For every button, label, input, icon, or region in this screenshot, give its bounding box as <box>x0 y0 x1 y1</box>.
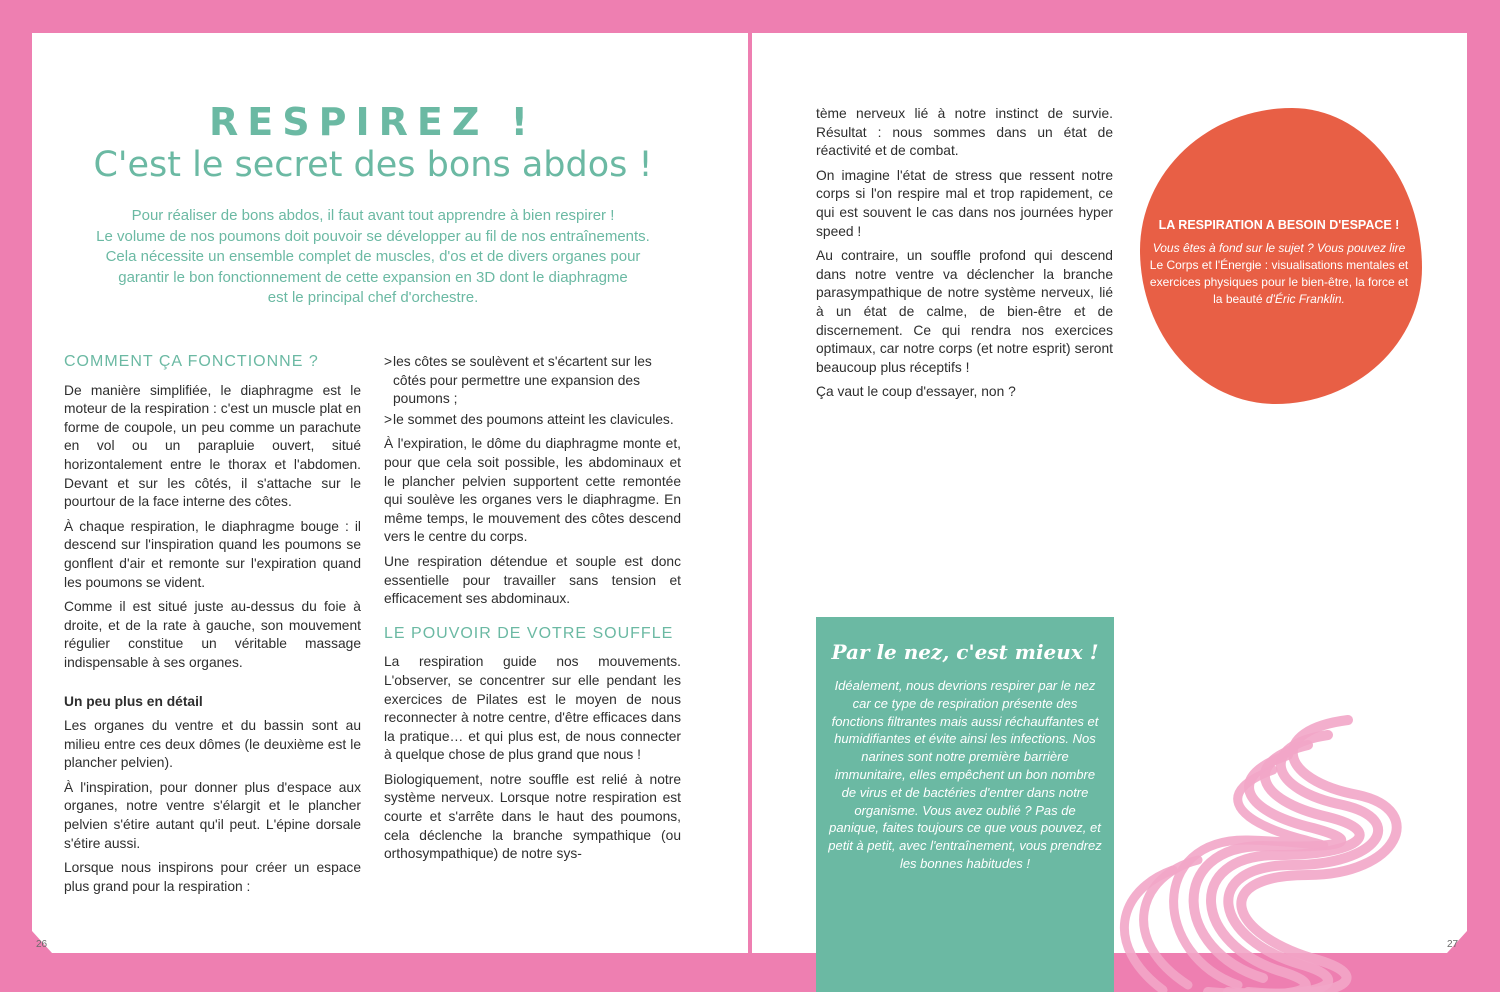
column-1 <box>64 353 361 902</box>
page-number-left: 26 <box>36 939 48 950</box>
column-3 <box>816 105 1113 408</box>
sidebar-text: Vous êtes à fond sur le sujet ? Vous pouvez lire <box>1152 241 1406 255</box>
sidebar-title: LA RESPIRATION A BESOIN D'ESPACE ! <box>1158 218 1400 232</box>
bullet-item: > les côtes se soulèvent et s'écartent sur les côtés pour permettre une expansion des poumons ; <box>384 353 681 409</box>
green-sidebar-body: Idéalement, nous devrions respirer par le nez car ce type de respiration présente des fonctions filtrantes mais aussi réchauffantes et humidifiantes et évite ainsi les infections. Nos narines sont notre première barrière immunitaire, elles empêchent un bon nombre de virus et de bactéries d'entrer dans notre organisme. Vous avez oublié ? Pas de panique, faites toujours ce que vous pouvez, et petit à petit, avec l'entraînement, vous prendrez les bonnes habitudes ! <box>828 678 1102 871</box>
paragraph: À l'expiration, le dôme du diaphragme monte et, pour que cela soit possible, les abdominaux et le plancher pelvien supportent cette remontée qui soulève les organes vers le diaphragme. En même temps, le mouvement des côtes descend vers le centre du corps. <box>384 436 681 545</box>
chapter-subtitle: C'est le secret des bons abdos ! <box>93 145 653 185</box>
orange-sidebar <box>1148 218 1410 308</box>
bullet-item: > le sommet des poumons atteint les clavicules. <box>384 411 681 430</box>
paragraph: La respiration guide nos mouvements. L'observer, se concentrer sur elle pendant les exercices de Pilates est le moyen de nous reconnecter à notre centre, d'être efficaces dans la pratique… et qui plus est, de nous connecter à quelque chose de plus grand que nous ! <box>384 654 681 763</box>
section-heading: COMMENT ÇA FONCTIONNE ? <box>64 353 319 370</box>
page-number-right: 27 <box>1447 939 1459 950</box>
paragraph: Au contraire, un souffle profond qui descend dans notre ventre va déclencher la branche parasympathique de notre système nerveux, lié à un état de calme, de bien-être et de discernement. Ce qui rendra nos exercices optimaux, car notre corps (et notre esprit) seront beaucoup plus réceptifs ! <box>816 248 1113 375</box>
paragraph: Une respiration détendue et souple est donc essentielle pour travailler sans tension et efficacement ses abdominaux. <box>384 553 681 607</box>
column-2 <box>384 353 681 870</box>
paragraph: Biologiquement, notre souffle est relié à notre système nerveux. Lorsque notre respiration est courte et s'arrête dans le haut des poumons, cela déclenche la branche sympathique (ou orthosympathique) de notre sys- <box>384 771 681 862</box>
intro-line: Cela nécessite un ensemble complet de muscles, d'os et de divers organes pour <box>105 248 641 265</box>
book-gutter <box>748 0 752 992</box>
sidebar-body <box>1148 240 1410 308</box>
paragraph: À chaque respiration, le diaphragme bouge : il descend sur l'inspiration quand les poumons se gonflent d'air et remonte sur l'expiration quand les poumons se vident. <box>64 518 361 590</box>
paragraph: Les organes du ventre et du bassin sont au milieu entre ces deux dômes (le deuxième est le plancher pelvien). <box>64 718 361 771</box>
decorative-squiggle <box>1078 700 1468 992</box>
intro-line: garantir le bon fonctionnement de cette expansion en 3D dont le diaphragme <box>118 268 628 286</box>
intro-line: Le volume de nos poumons doit pouvoir se développer au fil de nos entraînements. <box>96 227 650 245</box>
chapter-title: RESPIREZ ! <box>209 100 537 144</box>
intro-line: est le principal chef d'orchestre. <box>267 289 479 306</box>
subheading: Un peu plus en détail <box>64 693 203 709</box>
paragraph: Lorsque nous inspirons pour créer un espace plus grand pour la respiration : <box>64 860 361 894</box>
paragraph: tème nerveux lié à notre instinct de survie. Résultat : nous sommes dans un état de réactivité et de combat. <box>816 106 1113 159</box>
sidebar-author: d'Éric Franklin. <box>1265 292 1345 306</box>
paragraph: À l'inspiration, pour donner plus d'espace aux organes, notre ventre s'élargit et le plancher pelvien s'étire autant qu'il peut. L'épine dorsale s'étire aussi. <box>64 779 361 851</box>
paragraph: Ça vaut le coup d'essayer, non ? <box>816 384 1016 400</box>
paragraph: Comme il est situé juste au-dessus du foie à droite, et de la rate à gauche, son mouvement régulier constitue un véritable massage indispensable à ses organes. <box>64 599 361 670</box>
intro-line: Pour réaliser de bons abdos, il faut avant tout apprendre à bien respirer ! <box>131 207 615 224</box>
paragraph: De manière simplifiée, le diaphragme est le moteur de la respiration : c'est un muscle plat en forme de coupole, un peu comme un parachute en vol ou un parapluie ouvert, situé horizontalement entre le thorax et l'abdomen. Devant et sur les côtés, il s'attache sur le pourtour de la face interne des côtes. <box>64 382 361 510</box>
paragraph: On imagine l'état de stress que ressent notre corps si l'on respire mal et trop rapidement, ce qui est souvent le cas dans nos journées hyper speed ! <box>816 167 1113 239</box>
intro-paragraph <box>72 206 674 309</box>
green-sidebar-title: Par le nez, c'est mieux ! <box>831 640 1099 664</box>
section-heading: LE POUVOIR DE VOTRE SOUFFLE <box>384 624 674 642</box>
sidebar-book-title: Le Corps et l'Énergie : visualisations mentales et exercices physiques pour le bien-être, la force et la beauté <box>1149 258 1409 306</box>
